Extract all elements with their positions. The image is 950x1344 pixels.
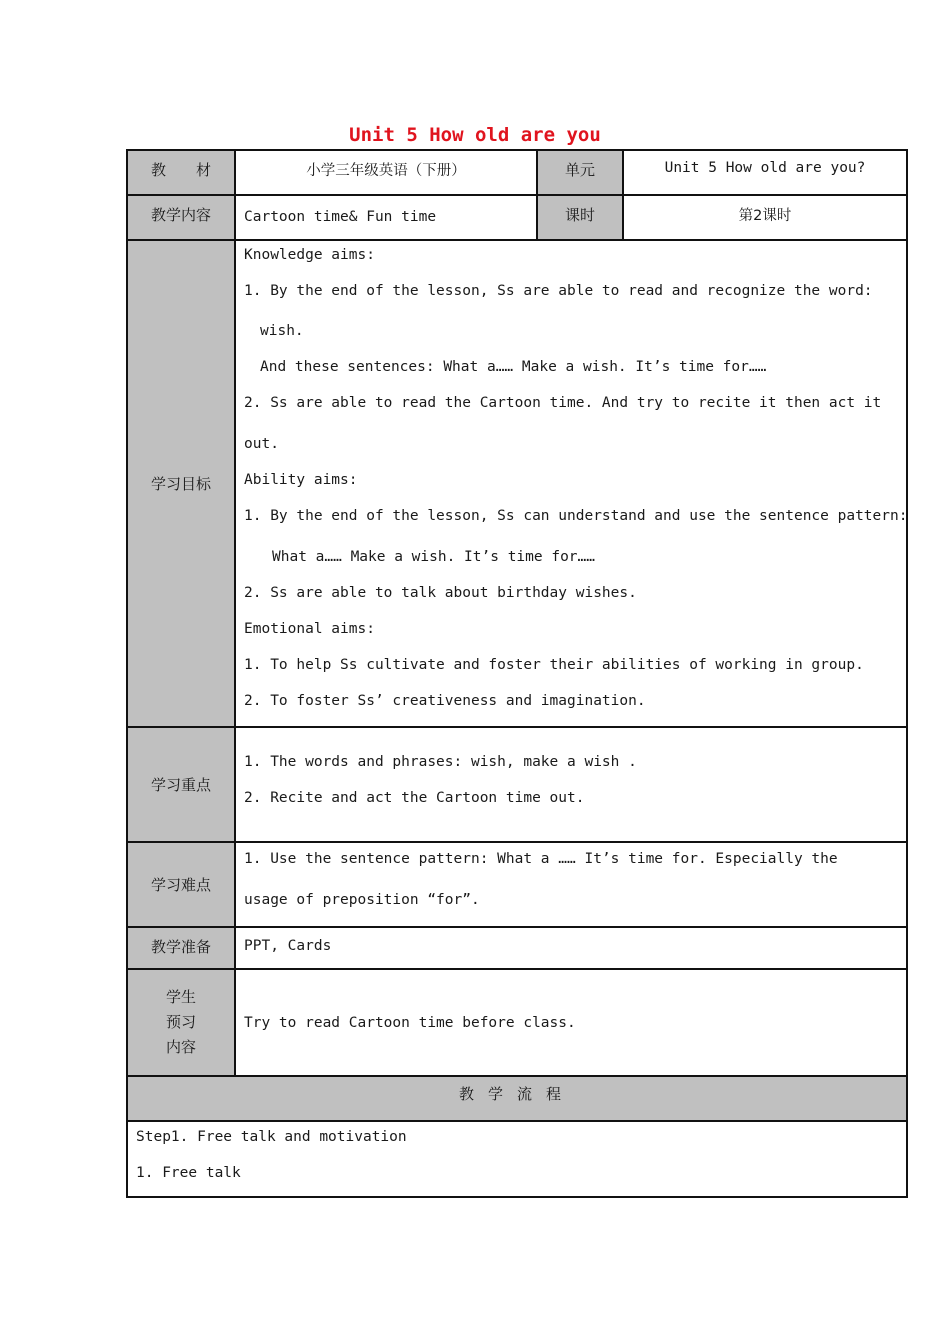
- label-unit: 单元: [537, 150, 623, 195]
- row-process-body: [127, 1121, 907, 1197]
- emotional-item-1: 1. To help Ss cultivate and foster their abilities of working in group.: [244, 657, 864, 673]
- emotional-item-2: 2. To foster Ss’ creativeness and imagination.: [244, 693, 646, 709]
- label-difficulties: 学习难点: [127, 842, 235, 927]
- label-textbook: 教 材: [127, 150, 235, 195]
- unit-value: Unit 5 How old are you?: [623, 150, 907, 195]
- ability-item-1-line1: 1. By the end of the lesson, Ss can understand and use the sentence pattern:: [244, 508, 908, 524]
- knowledge-item-2-line2: out.: [244, 436, 279, 452]
- preparation-value: PPT, Cards: [235, 927, 907, 969]
- document-title: Unit 5 How old are you: [349, 124, 601, 146]
- step1-item-1: 1. Free talk: [136, 1165, 241, 1181]
- knowledge-item-1-line2: wish.: [260, 323, 304, 339]
- difficulty-line-1: 1. Use the sentence pattern: What a …… It’s time for. Especially the: [244, 851, 838, 867]
- label-preview-line2: 预习: [165, 1013, 196, 1031]
- difficulty-line-2: usage of preposition “for”.: [244, 892, 480, 908]
- label-objectives: 学习目标: [127, 240, 235, 727]
- row-preparation: [127, 927, 907, 969]
- knowledge-heading: Knowledge aims:: [244, 247, 375, 263]
- process-body: [127, 1121, 907, 1197]
- label-preview-line3: 内容: [165, 1038, 196, 1056]
- label-preview-line1: 学生: [165, 988, 196, 1006]
- knowledge-item-1-line3: And these sentences: What a…… Make a wish. It’s time for……: [260, 359, 767, 375]
- ability-item-1-line2: What a…… Make a wish. It’s time for……: [272, 549, 596, 565]
- label-preview: [127, 969, 235, 1076]
- ability-heading: Ability aims:: [244, 472, 358, 488]
- step1-heading: Step1. Free talk and motivation: [136, 1129, 407, 1145]
- emotional-heading: Emotional aims:: [244, 621, 375, 637]
- label-period: 课时: [537, 195, 623, 240]
- label-key-points: 学习重点: [127, 727, 235, 842]
- preview-value: Try to read Cartoon time before class.: [235, 969, 907, 1076]
- key-point-1: 1. The words and phrases: wish, make a wish .: [244, 754, 637, 770]
- key-point-2: 2. Recite and act the Cartoon time out.: [244, 790, 585, 806]
- ability-item-2: 2. Ss are able to talk about birthday wishes.: [244, 585, 637, 601]
- label-preparation: 教学准备: [127, 927, 235, 969]
- objectives-content: [235, 240, 907, 727]
- row-preview: [127, 969, 907, 1076]
- textbook-value: 小学三年级英语（下册）: [235, 150, 537, 195]
- row-textbook: [127, 150, 907, 195]
- key-points-content: [235, 727, 907, 842]
- row-process-heading: [127, 1076, 907, 1121]
- period-value: 第2课时: [623, 195, 907, 240]
- difficulties-content: [235, 842, 907, 927]
- content-value: Cartoon time& Fun time: [235, 195, 537, 240]
- label-content: 教学内容: [127, 195, 235, 240]
- row-content: [127, 195, 907, 240]
- row-key-points: [127, 727, 907, 842]
- row-objectives: [127, 240, 907, 727]
- row-difficulties: [127, 842, 907, 927]
- knowledge-item-1-line1: 1. By the end of the lesson, Ss are able to read and recognize the word:: [244, 283, 873, 299]
- lesson-plan-table: [126, 149, 908, 1198]
- knowledge-item-2-line1: 2. Ss are able to read the Cartoon time. And try to recite it then act it: [244, 395, 882, 411]
- process-heading: 教学流程: [127, 1076, 907, 1121]
